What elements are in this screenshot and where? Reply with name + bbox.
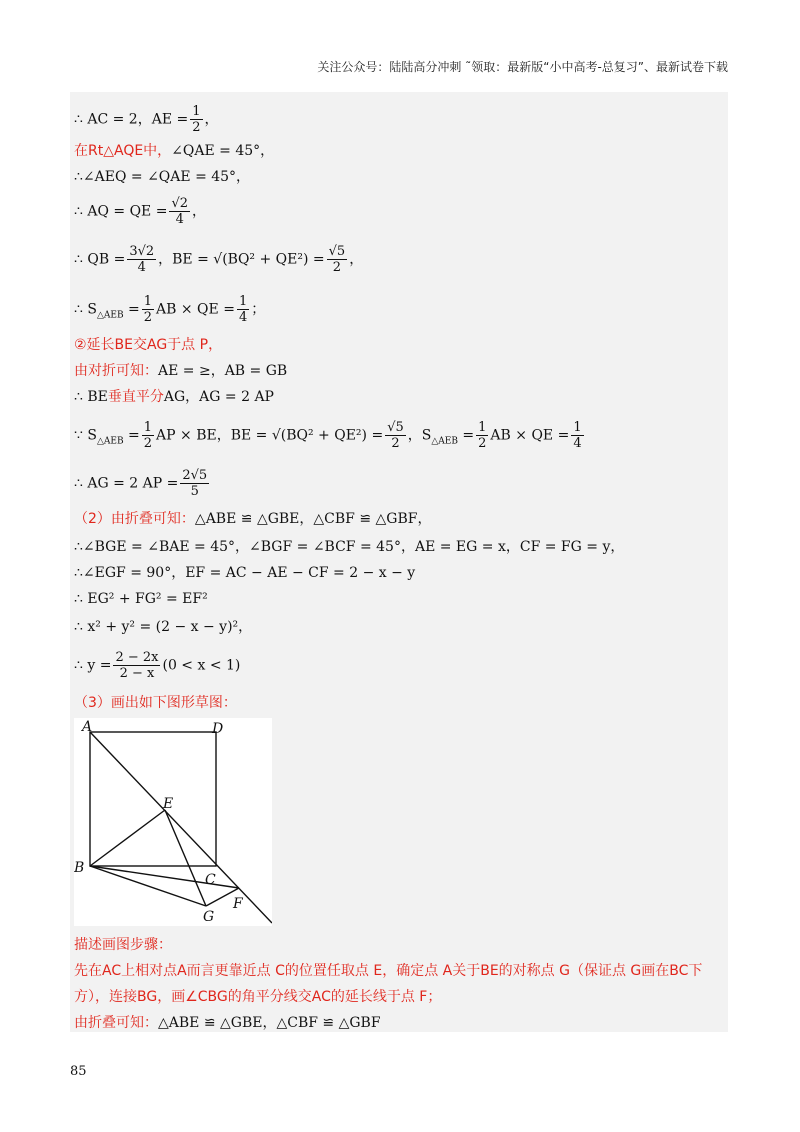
segment-eg xyxy=(165,810,206,906)
label-f: F xyxy=(233,896,243,912)
line-20: 先在AC上相对点A而言更靠近点 C的位置任取点 E，确定点 A关于BE的对称点 G（保证点 G画在BC下 xyxy=(74,963,703,979)
segment-bf xyxy=(90,866,239,888)
geometry-figure xyxy=(74,718,272,926)
label-b: B xyxy=(74,860,85,876)
page-number: 85 xyxy=(70,1064,87,1079)
label-c: C xyxy=(205,872,216,888)
line-4: ∴ AQ = QE = $\frac{√2}{4}$ ， xyxy=(74,196,207,227)
line-17: ∴ y = $\frac{2 - 2x}{2 - x}$ (0 < x < 1) xyxy=(74,650,241,681)
page-header: 关注公众号：陆陆高分冲刺 ˜领取：最新版“小中高考-总复习”、最新试卷下载 xyxy=(317,60,728,74)
line-22: 由折叠可知：△ABE ≌ △GBE，△CBF ≌ △GBF xyxy=(74,1015,381,1031)
line-8: 由对折可知：AE = ≥，AB = GB xyxy=(74,363,288,379)
line-21: 方），连接BG，画∠CBG的角平分线交AC的延长线于点 F； xyxy=(74,989,442,1005)
line-ac-extended xyxy=(90,732,272,923)
label-a: A xyxy=(82,719,93,735)
line-18: （3）画出如下图形草图： xyxy=(74,695,237,711)
line-12: （2）由折叠可知：△ABE ≌ △GBE，△CBF ≌ △GBF， xyxy=(74,511,432,527)
line-5: ∴ QB = $\frac{3√2}{4}$ ，BE = √(BQ² + QE²) = $\frac{√5}{2}$ ， xyxy=(74,244,364,275)
line-9: ∴ BE垂直平分AG，AG = 2 AP xyxy=(74,389,274,405)
segment-bg xyxy=(90,866,206,906)
line-2: 在Rt△AQE中，∠QAE = 45°， xyxy=(74,143,275,159)
line-10: ∵ $S_{\triangle AEB}$ = $\frac{1}{2}$ AP × BE，BE = √(BQ² + QE²) = $\frac{√5}{2}$ ，$S_{\triangle AEB}$ = $\frac{1}{2}$ AB × QE = $\frac{1}{4}$ xyxy=(74,420,582,451)
line-1: ∴ AC = 2，AE = $\frac{1}{2}$ ， xyxy=(74,104,219,135)
line-7: ②延长BE交AG于点 P， xyxy=(74,337,223,353)
line-6: ∴ $S_{\triangle AEB}$ = $\frac{1}{2}$ AB × QE = $\frac{1}{4}$ ； xyxy=(74,294,266,325)
line-14: ∴∠EGF = 90°，EF = AC − AE − CF = 2 − x − y xyxy=(74,565,416,581)
square-diagram xyxy=(74,718,272,926)
line-11: ∴ AG = 2 AP = $\frac{2√5}{5}$ xyxy=(74,468,208,499)
segment-be xyxy=(90,810,165,866)
label-d: D xyxy=(212,721,224,737)
line-3: ∴∠AEQ = ∠QAE = 45°， xyxy=(74,169,251,185)
line-15: ∴ EG² + FG² = EF² xyxy=(74,591,208,607)
line-13: ∴∠BGE = ∠BAE = 45°，∠BGF = ∠BCF = 45°，AE = EG = x，CF = FG = y， xyxy=(74,539,625,555)
line-19: 描述画图步骤： xyxy=(74,937,172,953)
label-e: E xyxy=(163,796,174,812)
line-16: ∴ x² + y² = (2 − x − y)²， xyxy=(74,619,253,635)
label-g: G xyxy=(203,909,215,925)
